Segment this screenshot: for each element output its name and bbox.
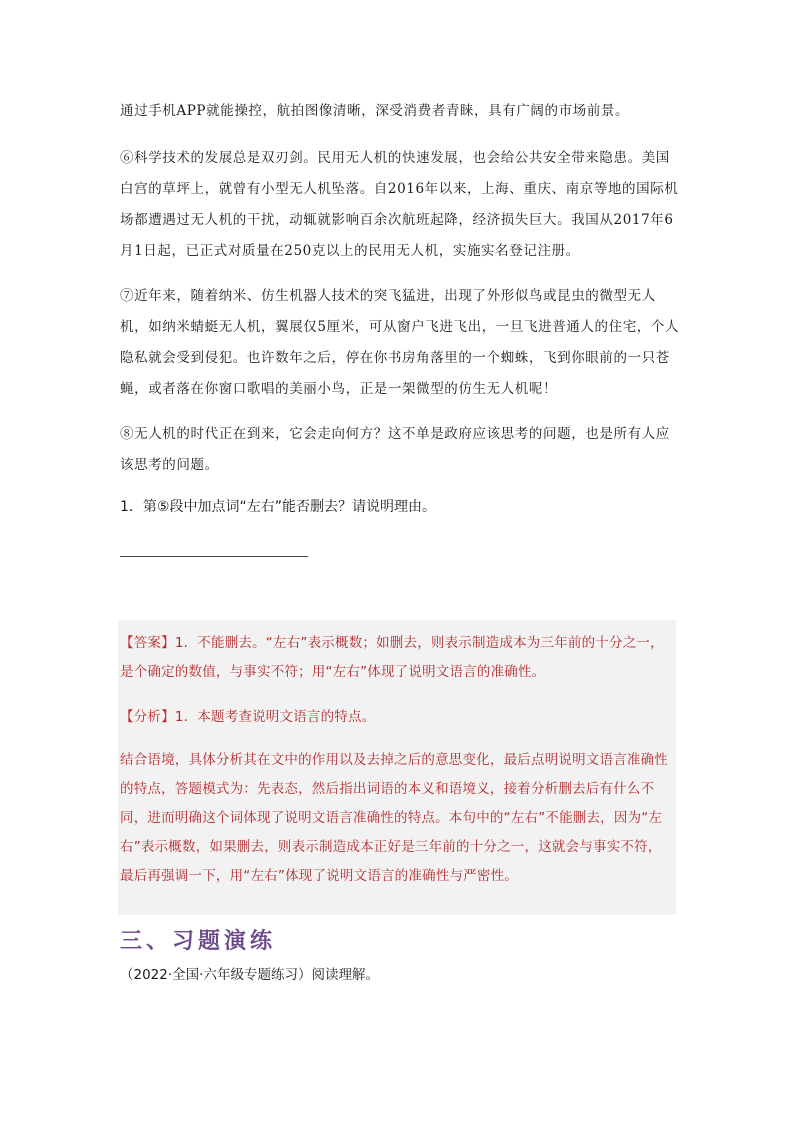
answer-block (120, 629, 674, 687)
exercise-source: （2022·全国·六年级专题练习）阅读理解。 (120, 967, 379, 983)
analysis-block (120, 703, 674, 732)
passage-paragraph-continued: 通过手机APP就能操控，航拍图像清晰，深受消费者青睐，具有广阔的市场前景。 (120, 103, 630, 119)
answer-tag: 【答案】 (120, 635, 175, 651)
question-1: 1．第⑤段中加点词“左右”能否删去？请说明理由。 (120, 499, 436, 515)
answer-text: 1．不能删去。“左右”表示概数；如删去，则表示制造成本为三年前的十分之一，是个确定的数值，与事实不符；用“左右”体现了说明文语言的准确性。 (120, 635, 664, 680)
analysis-tag: 【分析】 (120, 709, 175, 725)
passage-paragraph-6: ⑥科学技术的发展总是双刃剑。民用无人机的快速发展，也会给公共安全带来隐患。美国白宫的草坪上，就曾有小型无人机坠落。自2016年以来，上海、重庆、南京等地的国际机场都遭遇过无人机的干扰，动辄就影响百余次航班起降，经济损失巨大。我国从2017年6月1日起，已正式对质量在250克以上的民用无人机，实施实名登记注册。 (120, 150, 679, 259)
passage-paragraph-7: ⑦近年来，随着纳米、仿生机器人技术的突飞猛进，出现了外形似鸟或昆虫的微型无人机，如纳米蜻蜓无人机，翼展仅5厘米，可从窗户飞进飞出，一旦飞进普通人的住宅，个人隐私就会受到侵犯。也许数年之后，停在你书房角落里的一个蜘蛛，飞到你眼前的一只苍蝇，或者落在你窗口歌唱的美丽小鸟，正是一架微型的仿生无人机呢！ (120, 288, 680, 397)
answer-blank-line (120, 556, 308, 557)
analysis-detail: 结合语境，具体分析其在文中的作用以及去掉之后的意思变化，最后点明说明文语言准确性的特点，答题模式为：先表态，然后指出词语的本义和语境义，接着分析删去后有什么不同，进而明确这个词体现了说明文语言准确性的特点。本句中的“左右”不能删去，因为“左右”表示概数，如果删去，则表示制造成本正好是三年前的十分之一，这就会与事实不符，最后再强调一下，用“左右”体现了说明文语言的准确性与严密性。 (120, 752, 668, 884)
section-heading: 三、习题演练 (120, 928, 277, 954)
passage-paragraph-8: ⑧无人机的时代正在到来，它会走向何方？这不单是政府应该思考的问题，也是所有人应该思考的问题。 (120, 426, 670, 473)
analysis-text: 1．本题考查说明文语言的特点。 (174, 709, 376, 725)
